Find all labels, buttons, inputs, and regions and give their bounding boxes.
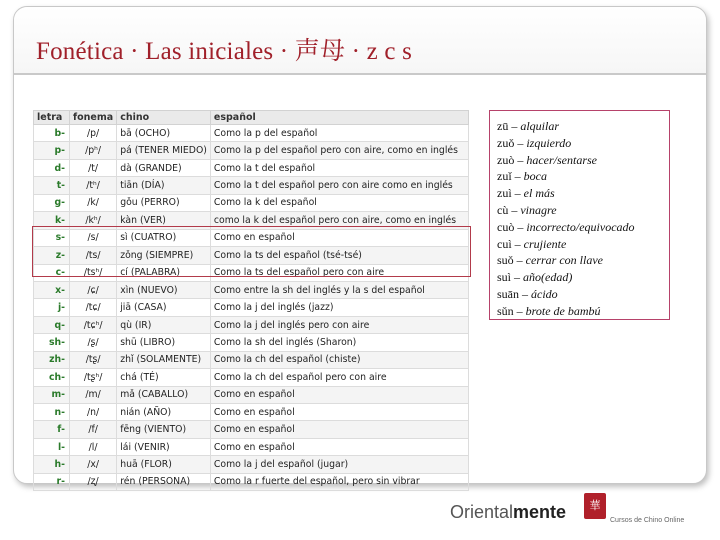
- cell-letra: r-: [34, 473, 70, 490]
- cell-fonema: /tɕ/: [70, 299, 117, 316]
- cell-letra: l-: [34, 438, 70, 455]
- cell-chino: rén (PERSONA): [117, 473, 211, 490]
- cell-fonema: /x/: [70, 456, 117, 473]
- vocab-meaning: boca: [523, 169, 547, 184]
- cell-fonema: /k/: [70, 194, 117, 211]
- brand-seal-icon: 華: [584, 493, 606, 519]
- cell-espanol: Como la ch del español (chiste): [210, 351, 468, 368]
- cell-chino: gǒu (PERRO): [117, 194, 211, 211]
- cell-letra: sh-: [34, 334, 70, 351]
- vocab-item: [497, 152, 669, 169]
- cell-letra: k-: [34, 212, 70, 229]
- vocab-dash: –: [519, 286, 531, 301]
- cell-chino: chá (TÉ): [117, 369, 211, 386]
- vocab-pinyin: suǒ: [497, 253, 514, 268]
- cell-espanol: Como la ts del español (tsé-tsé): [210, 247, 468, 264]
- cell-fonema: /tʰ/: [70, 177, 117, 194]
- cell-fonema: /tɕʰ/: [70, 316, 117, 333]
- vocab-meaning: alquilar: [520, 119, 559, 133]
- cell-espanol: Como la sh del inglés (Sharon): [210, 334, 468, 351]
- vocab-dash: –: [508, 119, 521, 133]
- brand-tagline: Cursos de Chino Online: [610, 517, 685, 524]
- cell-chino: mǎ (CABALLO): [117, 386, 211, 403]
- vocab-pinyin: cuì: [497, 236, 512, 251]
- cell-fonema: /f/: [70, 421, 117, 438]
- cell-fonema: /ɕ/: [70, 281, 117, 298]
- cell-letra: d-: [34, 159, 70, 176]
- table-row: [34, 456, 469, 473]
- cell-chino: pá (TENER MIEDO): [117, 142, 211, 159]
- cell-letra: b-: [34, 125, 70, 142]
- cell-fonema: /l/: [70, 438, 117, 455]
- vocab-dash: –: [511, 270, 524, 285]
- table-row: [34, 194, 469, 211]
- header-letra: letra: [34, 111, 70, 125]
- cell-fonema: /s/: [70, 229, 117, 246]
- vocab-meaning: cerrar con llave: [525, 253, 603, 268]
- cell-espanol: Como la p del español pero con aire, como en inglés: [210, 142, 468, 159]
- vocab-pinyin: suì: [497, 270, 512, 285]
- phonetics-table: [33, 110, 469, 491]
- cell-letra: h-: [34, 456, 70, 473]
- vocab-meaning: crujiente: [523, 236, 567, 251]
- cell-chino: cí (PALABRA): [117, 264, 211, 281]
- vocab-dash: –: [511, 169, 524, 184]
- cell-chino: xìn (NUEVO): [117, 281, 211, 298]
- cell-letra: x-: [34, 281, 70, 298]
- cell-letra: ch-: [34, 369, 70, 386]
- cell-chino: dà (GRANDE): [117, 159, 211, 176]
- vocab-item: [497, 185, 669, 202]
- vocab-meaning: año(edad): [523, 270, 573, 285]
- cell-espanol: Como en español: [210, 438, 468, 455]
- cell-espanol: Como la j del inglés (jazz): [210, 299, 468, 316]
- cell-chino: kàn (VER): [117, 212, 211, 229]
- vocab-list: [490, 111, 669, 320]
- cell-letra: s-: [34, 229, 70, 246]
- cell-espanol: Como en español: [210, 229, 468, 246]
- cell-espanol: Como la k del español: [210, 194, 468, 211]
- vocab-pinyin: cù: [497, 202, 509, 217]
- cell-fonema: /t/: [70, 159, 117, 176]
- vocab-dash: –: [511, 186, 524, 201]
- table-row: [34, 369, 469, 386]
- table-row: [34, 404, 469, 421]
- cell-chino: tiān (DÍA): [117, 177, 211, 194]
- cell-chino: shū (LIBRO): [117, 334, 211, 351]
- vocab-item: [497, 219, 669, 236]
- vocab-item: [497, 168, 669, 185]
- table-row: [34, 159, 469, 176]
- cell-letra: q-: [34, 316, 70, 333]
- vocab-pinyin: cuò: [497, 219, 515, 234]
- cell-espanol: Como la j del español (jugar): [210, 456, 468, 473]
- vocab-dash: –: [513, 253, 526, 268]
- cell-fonema: /m/: [70, 386, 117, 403]
- vocab-pinyin: sǔn: [497, 303, 514, 318]
- cell-letra: z-: [34, 247, 70, 264]
- cell-espanol: Como entre la sh del inglés y la s del español: [210, 281, 468, 298]
- vocab-dash: –: [514, 152, 527, 167]
- table-row: [34, 281, 469, 298]
- vocab-item: [497, 303, 669, 320]
- vocab-item: [497, 286, 669, 303]
- vocab-pinyin: zuǐ: [497, 169, 512, 184]
- cell-chino: qù (IR): [117, 316, 211, 333]
- cell-letra: m-: [34, 386, 70, 403]
- vocab-item: [497, 135, 669, 152]
- cell-chino: nián (AÑO): [117, 404, 211, 421]
- vocab-meaning: ácido: [531, 286, 558, 301]
- cell-espanol: Como en español: [210, 386, 468, 403]
- vocab-item: [497, 118, 669, 135]
- cell-espanol: Como la p del español: [210, 125, 468, 142]
- cell-chino: zhǐ (SOLAMENTE): [117, 351, 211, 368]
- cell-espanol: Como en español: [210, 404, 468, 421]
- vocab-pinyin: zū: [497, 119, 509, 133]
- vocab-meaning: el más: [523, 186, 555, 201]
- table-row: [34, 142, 469, 159]
- cell-espanol: Como la t del español pero con aire como en inglés: [210, 177, 468, 194]
- cell-fonema: /n/: [70, 404, 117, 421]
- cell-letra: g-: [34, 194, 70, 211]
- cell-chino: huā (FLOR): [117, 456, 211, 473]
- cell-chino: sì (CUATRO): [117, 229, 211, 246]
- vocab-item: [497, 252, 669, 269]
- cell-fonema: /ʐ/: [70, 473, 117, 490]
- vocab-meaning: izquierdo: [526, 135, 572, 150]
- slide-title: Fonética · Las iniciales · 声母 · z c s: [36, 38, 413, 65]
- vocab-item: [497, 269, 669, 286]
- cell-chino: zǒng (SIEMPRE): [117, 247, 211, 264]
- vocab-pinyin: suān: [497, 286, 519, 301]
- cell-chino: bā (OCHO): [117, 125, 211, 142]
- cell-fonema: /tʂ/: [70, 351, 117, 368]
- cell-fonema: /ts/: [70, 247, 117, 264]
- highlight-box-z-c-s: [32, 226, 471, 277]
- table-row: [34, 438, 469, 455]
- brand-light: Oriental: [450, 502, 514, 522]
- cell-fonema: /p/: [70, 125, 117, 142]
- cell-letra: t-: [34, 177, 70, 194]
- vocab-meaning: incorrecto/equivocado: [526, 219, 635, 234]
- vocab-dash: –: [513, 303, 526, 318]
- cell-letra: j-: [34, 299, 70, 316]
- table-row: [34, 299, 469, 316]
- cell-fonema: /ʂ/: [70, 334, 117, 351]
- header-espanol: español: [210, 111, 468, 125]
- cell-chino: fēng (VIENTO): [117, 421, 211, 438]
- cell-chino: lái (VENIR): [117, 438, 211, 455]
- cell-espanol: Como la t del español: [210, 159, 468, 176]
- cell-letra: n-: [34, 404, 70, 421]
- table-row: [34, 473, 469, 490]
- vocab-pinyin: zuì: [497, 186, 512, 201]
- cell-espanol: como la k del español pero con aire, como en inglés: [210, 212, 468, 229]
- cell-chino: jiā (CASA): [117, 299, 211, 316]
- cell-fonema: /tʂʰ/: [70, 369, 117, 386]
- cell-espanol: Como la ch del español pero con aire: [210, 369, 468, 386]
- vocab-dash: –: [511, 236, 524, 251]
- cell-fonema: /pʰ/: [70, 142, 117, 159]
- cell-letra: zh-: [34, 351, 70, 368]
- cell-letra: f-: [34, 421, 70, 438]
- table-row: [34, 316, 469, 333]
- table-row: [34, 125, 469, 142]
- vocab-meaning: vinagre: [520, 202, 557, 217]
- cell-letra: c-: [34, 264, 70, 281]
- table-row: [34, 386, 469, 403]
- vocab-meaning: hacer/sentarse: [526, 152, 597, 167]
- brand-bold: mente: [513, 502, 567, 522]
- table-row: [34, 351, 469, 368]
- cell-letra: p-: [34, 142, 70, 159]
- vocab-dash: –: [514, 135, 527, 150]
- table-row: [34, 177, 469, 194]
- cell-fonema: /tsʰ/: [70, 264, 117, 281]
- cell-espanol: Como la ts del español pero con aire: [210, 264, 468, 281]
- header-chino: chino: [117, 111, 211, 125]
- title-bar: [14, 7, 706, 75]
- vocab-pinyin: zuò: [497, 152, 515, 167]
- cell-fonema: /kʰ/: [70, 212, 117, 229]
- vocab-item: [497, 236, 669, 253]
- cell-espanol: Como la r fuerte del español, pero sin vibrar: [210, 473, 468, 490]
- vocab-meaning: brote de bambú: [525, 303, 601, 318]
- vocab-pinyin: zuǒ: [497, 135, 515, 150]
- table-row: [34, 334, 469, 351]
- cell-espanol: Como en español: [210, 421, 468, 438]
- table-row: [34, 421, 469, 438]
- table-header-row: [34, 111, 469, 125]
- brand-logo-text: [450, 502, 566, 523]
- cell-espanol: Como la j del inglés pero con aire: [210, 316, 468, 333]
- vocab-dash: –: [508, 202, 521, 217]
- header-fonema: fonema: [70, 111, 117, 125]
- vocab-item: [497, 202, 669, 219]
- vocab-box: [489, 110, 670, 320]
- vocab-dash: –: [514, 219, 527, 234]
